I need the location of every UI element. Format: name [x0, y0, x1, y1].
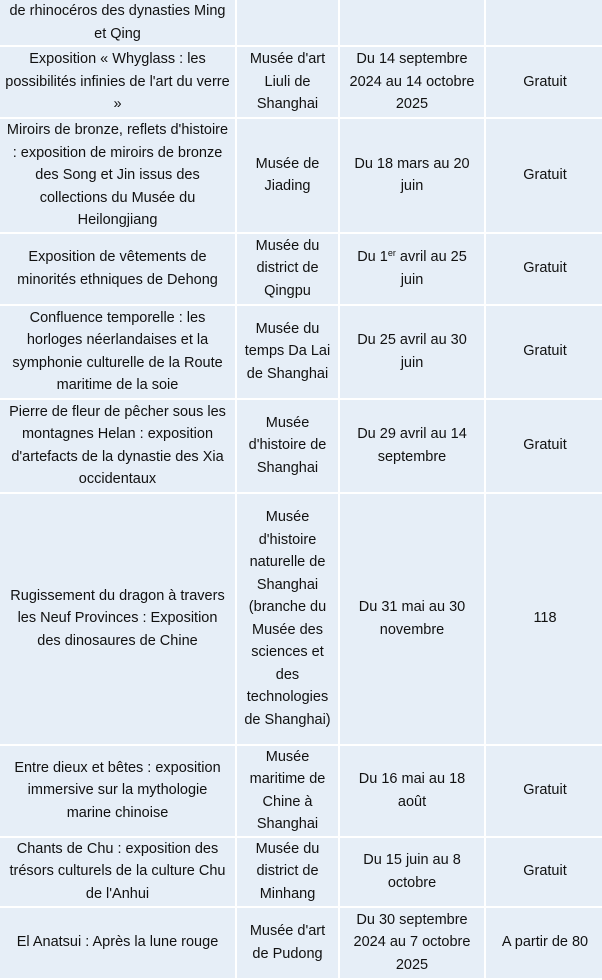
- dates-text: Du 1: [357, 249, 388, 265]
- exhibition-title-cell: El Anatsui : Après la lune rouge: [0, 908, 235, 978]
- table-row: [0, 306, 602, 398]
- dates-cell: [340, 306, 484, 398]
- venue-cell: Musée du temps Da Lai de Shanghai: [237, 306, 338, 398]
- price-cell: Gratuit: [486, 746, 602, 836]
- exhibition-title-cell: Miroirs de bronze, reflets d'histoire : exposition de miroirs de bronze des Song et Jin issus des collections du Musée du Heilongjiang: [0, 119, 235, 232]
- venue-cell: Musée du district de Minhang: [237, 838, 338, 906]
- dates-cell: [340, 908, 484, 978]
- table-row: [0, 746, 602, 836]
- price-cell: Gratuit: [486, 234, 602, 304]
- dates-cell: [340, 838, 484, 906]
- dates-cell: [340, 47, 484, 117]
- venue-cell: Musée du district de Qingpu: [237, 234, 338, 304]
- dates-text: Du 16 mai au 18 août: [358, 771, 466, 810]
- exhibition-title-cell: Chants de Chu : exposition des trésors culturels de la culture Chu de l'Anhui: [0, 838, 235, 906]
- dates-text: Du 30 septembre 2024 au 7 octobre 2025: [353, 911, 471, 973]
- table-row: [0, 494, 602, 744]
- venue-cell: Musée d'histoire naturelle de Shanghai (branche du Musée des sciences et des technologies de Shanghai): [237, 494, 338, 744]
- venue-cell: Musée d'art Liuli de Shanghai: [237, 47, 338, 117]
- dates-text: Du 29 avril au 14 septembre: [357, 426, 467, 465]
- table-row: [0, 400, 602, 492]
- venue-cell: [237, 0, 338, 45]
- table-row: [0, 119, 602, 232]
- exhibition-title-cell: Confluence temporelle : les horloges néerlandaises et la symphonie culturelle de la Route maritime de la soie: [0, 306, 235, 398]
- table-row: [0, 0, 602, 45]
- dates-text: Du 14 septembre 2024 au 14 octobre 2025: [349, 51, 475, 113]
- price-cell: Gratuit: [486, 47, 602, 117]
- price-cell: Gratuit: [486, 119, 602, 232]
- dates-text: Du 15 juin au 8 octobre: [363, 852, 461, 891]
- venue-cell: Musée de Jiading: [237, 119, 338, 232]
- dates-cell: [340, 494, 484, 744]
- dates-text-after: avril au 25 juin: [395, 249, 467, 288]
- price-cell: 118: [486, 494, 602, 744]
- dates-cell: [340, 0, 484, 45]
- dates-superscript: er: [387, 248, 396, 258]
- dates-cell: [340, 234, 484, 304]
- price-cell: Gratuit: [486, 306, 602, 398]
- price-cell: Gratuit: [486, 838, 602, 906]
- table-row: [0, 838, 602, 906]
- dates-cell: [340, 119, 484, 232]
- price-cell: Gratuit: [486, 400, 602, 492]
- exhibition-title-cell: Rugissement du dragon à travers les Neuf Provinces : Exposition des dinosaures de Chine: [0, 494, 235, 744]
- price-cell: A partir de 80: [486, 908, 602, 978]
- exhibition-title-cell: Exposition « Whyglass : les possibilités infinies de l'art du verre »: [0, 47, 235, 117]
- table-row: [0, 908, 602, 978]
- venue-cell: Musée maritime de Chine à Shanghai: [237, 746, 338, 836]
- exhibition-title-cell: Exposition de vêtements de minorités ethniques de Dehong: [0, 234, 235, 304]
- dates-cell: [340, 400, 484, 492]
- dates-text: Du 25 avril au 30 juin: [357, 332, 467, 371]
- table-row: [0, 47, 602, 117]
- venue-cell: Musée d'histoire de Shanghai: [237, 400, 338, 492]
- exhibition-title-cell: Pierre de fleur de pêcher sous les montagnes Helan : exposition d'artefacts de la dynastie des Xia occidentaux: [0, 400, 235, 492]
- price-cell: [486, 0, 602, 45]
- venue-cell: Musée d'art de Pudong: [237, 908, 338, 978]
- exhibition-title-cell: de rhinocéros des dynasties Ming et Qing: [0, 0, 235, 45]
- table-row: [0, 234, 602, 304]
- dates-text: Du 31 mai au 30 novembre: [358, 599, 466, 638]
- dates-text: Du 18 mars au 20 juin: [354, 155, 470, 195]
- exhibition-title-cell: Entre dieux et bêtes : exposition immersive sur la mythologie marine chinoise: [0, 746, 235, 836]
- dates-cell: [340, 746, 484, 836]
